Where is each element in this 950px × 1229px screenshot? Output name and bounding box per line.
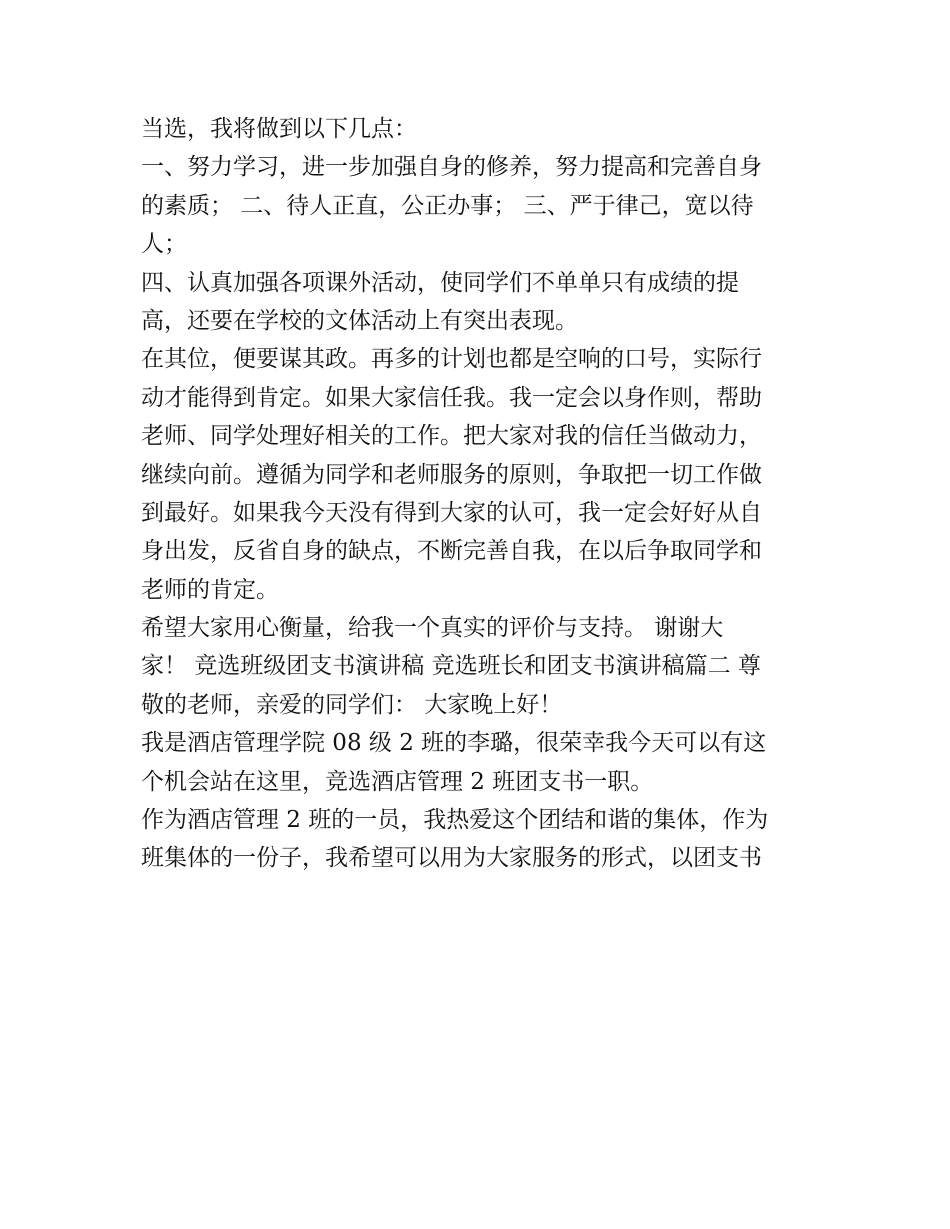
document-body (141, 110, 821, 878)
text-line: 当选，我将做到以下几点： (141, 116, 417, 142)
text-line: 希望大家用心衡量，给我一个真实的评价与支持。 谢谢大 (141, 615, 724, 642)
text-line: 人； (141, 231, 187, 258)
text-line: 老师的肯定。 (141, 576, 279, 603)
text-line: 高，还要在学校的文体活动上有突出表现。 (141, 307, 578, 334)
text-line: 四、认真加强各项课外活动，使同学们不单单只有成绩的提 (141, 269, 739, 296)
text-line: 老师、同学处理好相关的工作。把大家对我的信任当做动力， (141, 423, 762, 450)
text-line: 动才能得到肯定。如果大家信任我。我一定会以身作则，帮助 (141, 384, 762, 411)
text-line: 敬的老师，亲爱的同学们： 大家晚上好！ (141, 691, 563, 718)
text-line: 家！ 竞选班级团支书演讲稿 竞选班长和团支书演讲稿篇二 尊 (141, 653, 761, 680)
text-line: 作为酒店管理 2 班的一员，我热爱这个团结和谐的集体，作为 (141, 807, 769, 834)
text-line: 到最好。如果我今天没有得到大家的认可，我一定会好好从自 (141, 499, 762, 526)
text-line: 我是酒店管理学院 08 级 2 班的李璐，很荣幸我今天可以有这 (141, 730, 767, 757)
text-line: 身出发，反省自身的缺点，不断完善自我，在以后争取同学和 (141, 538, 762, 565)
text-line: 个机会站在这里，竞选酒店管理 2 班团支书一职。 (141, 768, 654, 795)
text-line: 班集体的一份子，我希望可以用为大家服务的形式，以团支书 (141, 845, 762, 872)
text-line: 在其位，便要谋其政。再多的计划也都是空响的口号，实际行 (141, 346, 762, 373)
text-line: 一、努力学习，进一步加强自身的修养，努力提高和完善自身 (141, 154, 762, 181)
text-line: 的素质； 二、待人正直，公正办事； 三、严于律己，宽以待 (141, 192, 754, 219)
text-line: 继续向前。遵循为同学和老师服务的原则，争取把一切工作做 (141, 461, 762, 488)
